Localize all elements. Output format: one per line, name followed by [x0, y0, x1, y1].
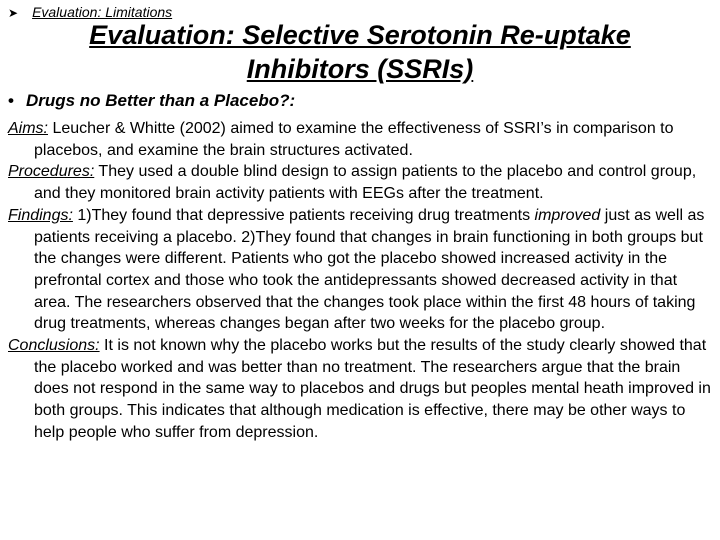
slide-title — [0, 18, 720, 86]
breadcrumb-text: Evaluation: Limitations — [32, 4, 173, 20]
title-line-1: Evaluation: Selective Serotonin Re-uptake — [89, 20, 631, 50]
procedures-text: They used a double blind design to assign patients to the placebo and control group, and they monitored brain activity patients with EEGs after the treatment. — [34, 163, 697, 203]
conclusions-text: It is not known why the placebo works but the results of the study clearly showed that the placebo worked and was better than no treatment. The researchers argue that the brain does not respond in the same way to placebos and drugs but peoples mental heath improved in both groups. This indicates that although medication is effective, there may be other ways to help people who suffer from depression. — [34, 337, 711, 441]
procedures-paragraph — [8, 161, 714, 204]
title-line-2: Inhibitors (SSRIs) — [246, 54, 474, 84]
subheading — [8, 90, 295, 112]
procedures-label: Procedures: — [8, 163, 95, 181]
findings-paragraph — [8, 205, 714, 335]
findings-label: Findings: — [8, 206, 73, 224]
arrow-bullet-icon: ➤ — [8, 6, 19, 20]
conclusions-paragraph — [8, 335, 714, 444]
findings-text-after: just as well as patients receiving a placebo. 2)They found that changes in brain functioning in both groups but the changes were different. Patients who got the placebo showed increased activity in the prefrontal cortex and those who took the antidepressants showed decreased activity in that area. The researchers observed that the changes took place within the first 48 hours of taking drug treatments, whereas changes began after two weeks for the placebo group. — [34, 206, 705, 333]
bullet-icon: • — [8, 91, 14, 110]
findings-emphasis: improved — [534, 206, 601, 224]
aims-paragraph — [8, 118, 714, 161]
aims-label: Aims: — [8, 120, 48, 137]
findings-text-before: 1)They found that depressive patients receiving drug treatments — [72, 206, 535, 224]
slide-body — [8, 118, 714, 444]
conclusions-label: Conclusions: — [8, 337, 100, 355]
subheading-text: Drugs no Better than a Placebo?: — [25, 91, 296, 110]
aims-text: Leucher & Whitte (2002) aimed to examine the effectiveness of SSRI’s in comparison to placebos, and examine the brain structures activated. — [34, 120, 674, 159]
